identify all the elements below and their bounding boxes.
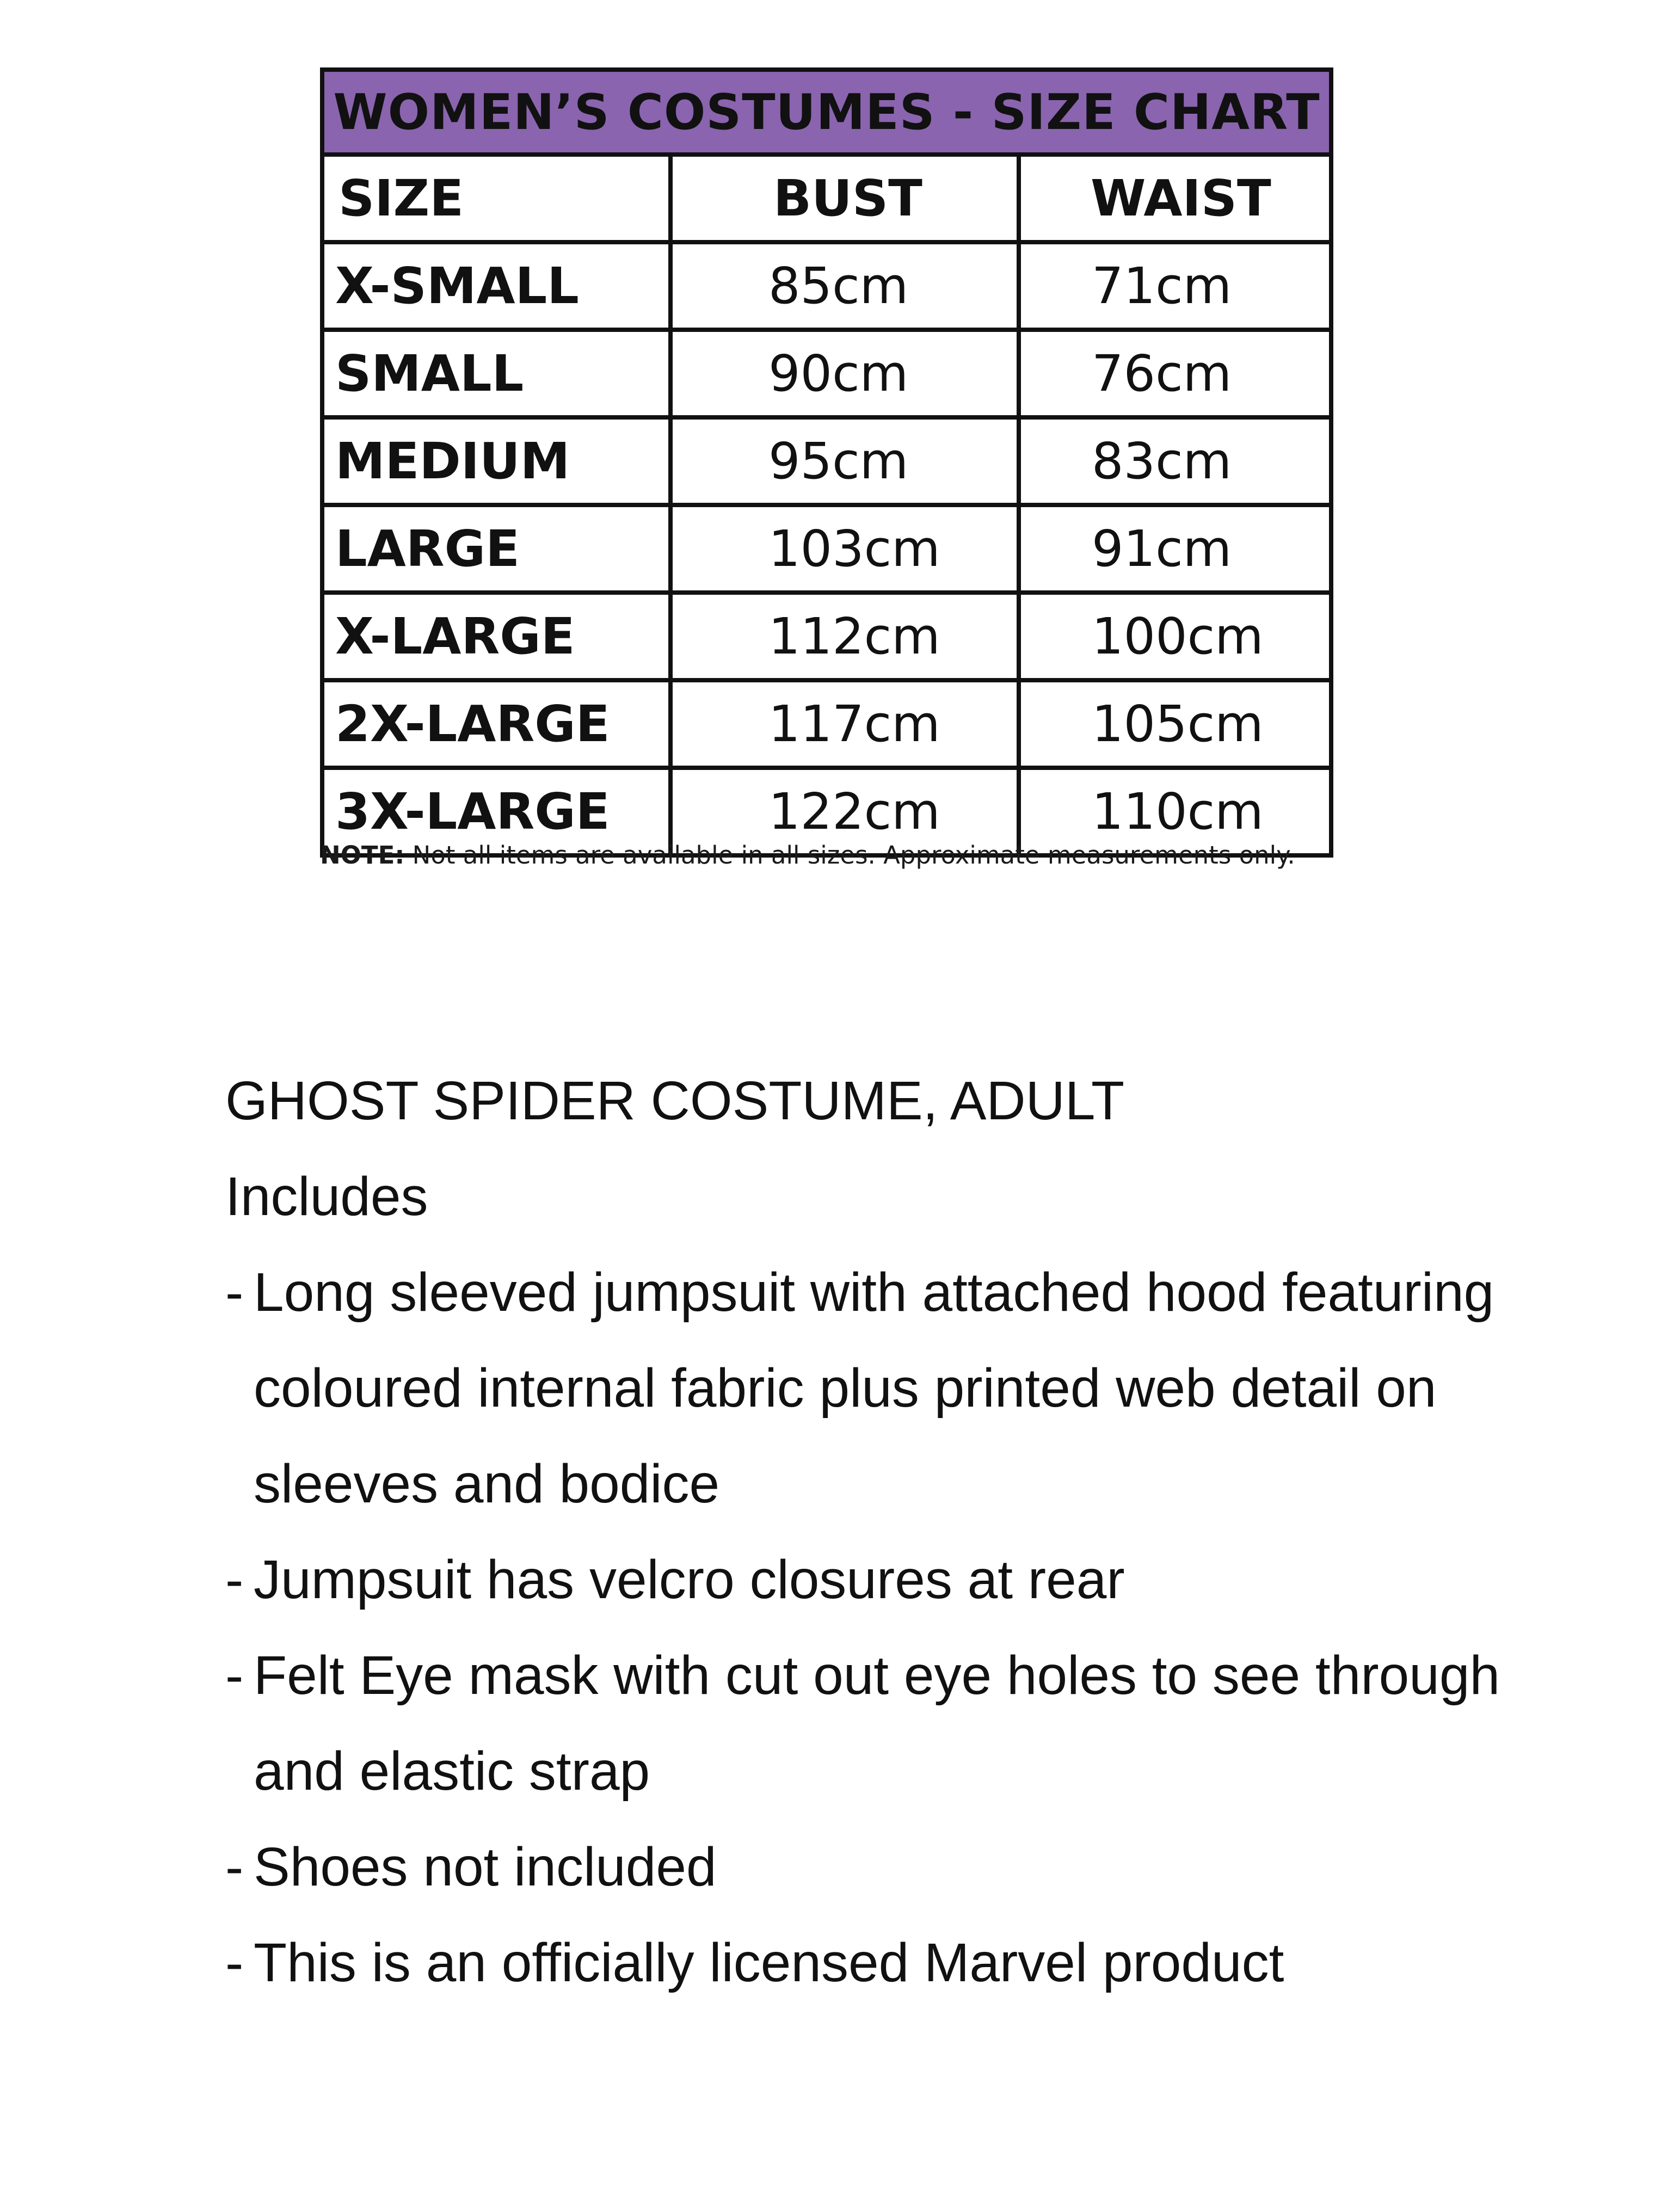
- header-size: SIZE: [322, 155, 670, 242]
- size-cell: X-LARGE: [322, 593, 670, 680]
- includes-label: Includes: [225, 1166, 428, 1227]
- size-chart-title-row: [322, 70, 1331, 155]
- bullet-text: This is an officially licensed Marvel product: [254, 1932, 1284, 1993]
- bust-cell: 117cm: [670, 680, 1019, 768]
- list-item: [225, 1915, 1640, 2011]
- table-row: [322, 242, 1331, 330]
- size-chart-header-row: [322, 155, 1331, 242]
- bullet-dash: -: [225, 1836, 244, 1897]
- waist-cell: 76cm: [1019, 330, 1331, 417]
- bullet-text: Shoes not included: [254, 1836, 717, 1897]
- table-row: [322, 593, 1331, 680]
- bullet-dash: -: [225, 1932, 244, 1993]
- table-row: [322, 680, 1331, 768]
- size-cell: 3X-LARGE: [322, 768, 670, 855]
- note-label: NOTE:: [320, 841, 405, 870]
- size-chart-table: [320, 67, 1333, 858]
- bullet-dash: -: [225, 1262, 244, 1323]
- product-description: [225, 1053, 1640, 2011]
- bullet-text: Long sleeved jumpsuit with attached hood featuring coloured internal fabric plus printed web detail on sleeves and bodice: [254, 1262, 1494, 1514]
- bust-cell: 85cm: [670, 242, 1019, 330]
- note-text: Not all items are available in all sizes. Approximate measurements only.: [404, 841, 1295, 870]
- waist-cell: 105cm: [1019, 680, 1331, 768]
- size-cell: 2X-LARGE: [322, 680, 670, 768]
- bullet-text: Jumpsuit has velcro closures at rear: [254, 1549, 1125, 1610]
- table-row: [322, 417, 1331, 505]
- product-title: GHOST SPIDER COSTUME, ADULT: [225, 1070, 1125, 1131]
- table-row: [322, 330, 1331, 417]
- bullet-text: Felt Eye mask with cut out eye holes to see through and elastic strap: [254, 1645, 1500, 1802]
- size-cell: LARGE: [322, 505, 670, 593]
- size-cell: X-SMALL: [322, 242, 670, 330]
- size-chart-title: WOMEN’S COSTUMES - SIZE CHART: [322, 70, 1331, 155]
- table-row: [322, 505, 1331, 593]
- waist-cell: 110cm: [1019, 768, 1331, 855]
- bust-cell: 122cm: [670, 768, 1019, 855]
- waist-cell: 71cm: [1019, 242, 1331, 330]
- list-item: [225, 1628, 1640, 1819]
- bust-cell: 112cm: [670, 593, 1019, 680]
- waist-cell: 91cm: [1019, 505, 1331, 593]
- bust-cell: 103cm: [670, 505, 1019, 593]
- header-waist: WAIST: [1019, 155, 1331, 242]
- list-item: [225, 1819, 1640, 1915]
- size-chart-note: [320, 841, 1295, 870]
- size-cell: MEDIUM: [322, 417, 670, 505]
- bullet-dash: -: [225, 1645, 244, 1706]
- bust-cell: 95cm: [670, 417, 1019, 505]
- header-bust: BUST: [670, 155, 1019, 242]
- bust-cell: 90cm: [670, 330, 1019, 417]
- list-item: [225, 1244, 1640, 1532]
- waist-cell: 100cm: [1019, 593, 1331, 680]
- size-cell: SMALL: [322, 330, 670, 417]
- bullet-dash: -: [225, 1549, 244, 1610]
- waist-cell: 83cm: [1019, 417, 1331, 505]
- list-item: [225, 1532, 1640, 1628]
